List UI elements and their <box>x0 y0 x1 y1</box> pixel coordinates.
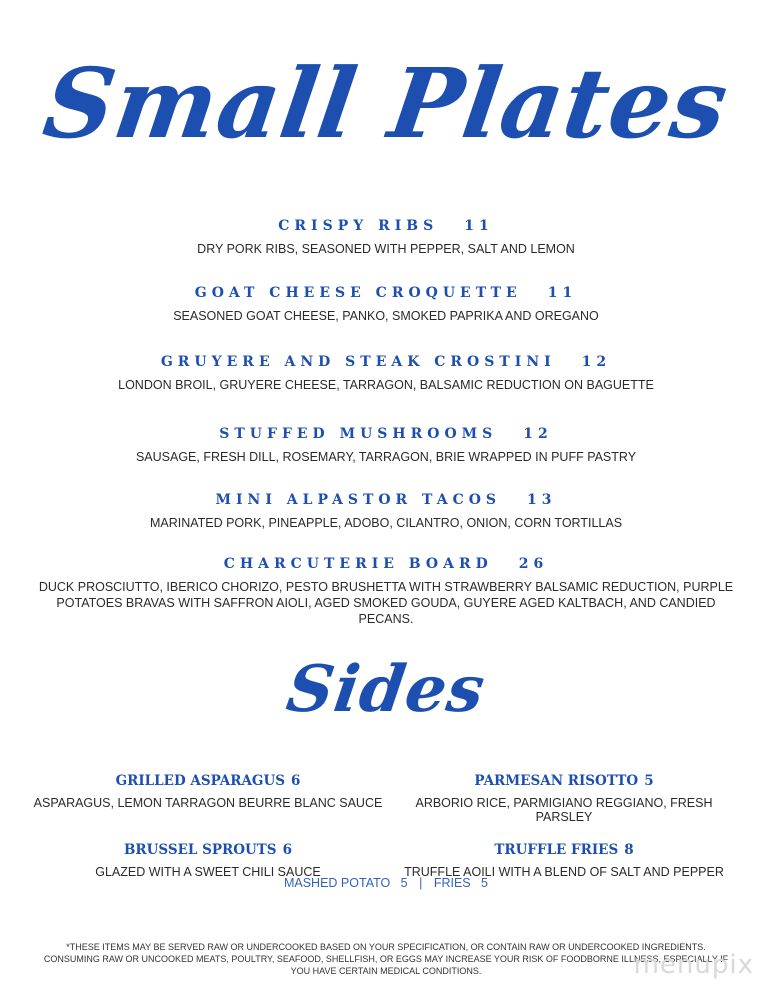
side-description: ARBORIO RICE, PARMIGIANO REGGIANO, FRESH PARSLEY <box>415 796 713 824</box>
watermark: menupix <box>633 950 754 980</box>
item-heading <box>0 354 772 370</box>
item-heading <box>30 556 742 572</box>
side-price: 8 <box>624 842 634 858</box>
item-description: DRY PORK RIBS, SEASONED WITH PEPPER, SALT AND LEMON <box>197 242 575 256</box>
side-price: 6 <box>290 773 301 789</box>
menu-item <box>0 218 772 257</box>
item-description: DUCK PROSCIUTTO, IBERICO CHORIZO, PESTO BRUSHETTA WITH STRAWBERRY BALSAMIC REDUCTION, PURPLE POTATOES BRAVAS WITH SAFFRON AIOLI, AGED SMOKED GOUDA, GUYERE AGED KALTBACH, AND CANDIED PECANS. <box>38 580 734 626</box>
side-description: TRUFFLE AOILI WITH A BLEND OF SALT AND PEPPER <box>404 865 724 879</box>
item-price: 12 <box>523 426 553 442</box>
menu-item <box>0 492 772 531</box>
menu-item <box>0 426 772 465</box>
side-name: PARMESAN RISOTTO <box>474 773 639 789</box>
item-price: 13 <box>527 492 557 508</box>
item-description: SAUSAGE, FRESH DILL, ROSEMARY, TARRAGON, BRIE WRAPPED IN PUFF PASTRY <box>135 450 637 464</box>
menu-item <box>0 285 772 324</box>
side-heading <box>386 842 742 858</box>
item-price: 11 <box>464 218 494 234</box>
extra-side-mashed-potato: MASHED POTATO 5 <box>283 876 408 890</box>
side-price: 5 <box>644 773 654 789</box>
item-heading <box>0 426 772 442</box>
disclaimer: *THESE ITEMS MAY BE SERVED RAW OR UNDERCOOKED BASED ON YOUR SPECIFICATION, OR CONTAIN RAW OR UNDERCOOKED INGREDIENTS. CONSUMING RAW OR UNCOOKED MEATS, POULTRY, SEAFOOD, SHELLFISH, OR EGGS MAY INCREASE YOUR RISK OF FOODBORNE ILLNESS, ESPECIALLY IF YOU HAVE CERTAIN MEDICAL CONDITIONS. <box>43 942 729 976</box>
item-heading <box>0 492 772 508</box>
item-heading <box>0 218 772 234</box>
item-name: STUFFED MUSHROOMS <box>219 426 498 442</box>
side-heading <box>30 842 386 858</box>
sides-list <box>30 773 742 879</box>
item-heading <box>0 285 772 301</box>
item-description: MARINATED PORK, PINEAPPLE, ADOBO, CILANTRO, ONION, CORN TORTILLAS <box>149 516 623 530</box>
side-item <box>386 842 742 879</box>
item-name: CHARCUTERIE BOARD <box>223 556 493 572</box>
item-name: MINI ALPASTOR TACOS <box>215 492 502 508</box>
item-price: 11 <box>547 285 578 301</box>
side-name: BRUSSEL SPROUTS <box>124 842 277 858</box>
sides-title: Sides <box>282 652 490 727</box>
side-name: GRILLED ASPARAGUS <box>115 773 285 789</box>
extra-side-fries: FRIES 5 <box>433 876 489 890</box>
side-heading <box>30 773 386 789</box>
item-name: CRISPY RIBS <box>278 218 439 234</box>
menu-item <box>0 354 772 393</box>
side-price: 6 <box>282 842 292 858</box>
side-item <box>30 773 386 824</box>
side-description: ASPARAGUS, LEMON TARRAGON BEURRE BLANC SAUCE <box>33 796 383 810</box>
side-item <box>30 842 386 879</box>
item-description: SEASONED GOAT CHEESE, PANKO, SMOKED PAPRIKA AND OREGANO <box>173 309 599 323</box>
separator: | <box>419 876 423 890</box>
menu-item <box>30 556 742 627</box>
side-item <box>386 773 742 824</box>
item-name: GRUYERE AND STEAK CROSTINI <box>160 354 556 370</box>
item-name: GOAT CHEESE CROQUETTE <box>194 285 522 301</box>
page-title: Small Plates <box>37 47 735 160</box>
side-description: GLAZED WITH A SWEET CHILI SAUCE <box>95 865 321 879</box>
item-price: 12 <box>581 354 612 370</box>
side-name: TRUFFLE FRIES <box>494 842 619 858</box>
item-price: 26 <box>518 556 549 572</box>
item-description: LONDON BROIL, GRUYERE CHEESE, TARRAGON, BALSAMIC REDUCTION ON BAGUETTE <box>118 378 654 392</box>
extra-sides <box>0 876 772 890</box>
side-heading <box>386 773 742 789</box>
